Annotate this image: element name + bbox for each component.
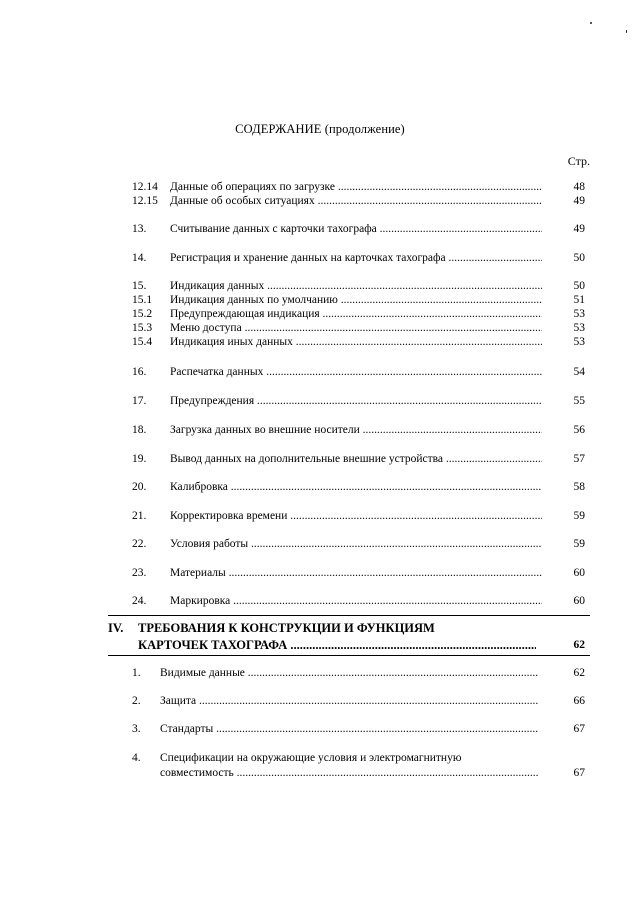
toc-row-number: 15.4 xyxy=(132,336,153,348)
toc-row-number: 23. xyxy=(132,567,147,579)
toc-row xyxy=(0,365,640,380)
toc-row xyxy=(0,321,640,336)
toc-row-text: Маркировка ..... xyxy=(170,594,542,609)
toc-row-page: 67 xyxy=(573,723,585,735)
toc-row-text: Защита ..... xyxy=(160,694,538,709)
toc-row-page: 50 xyxy=(573,280,585,292)
toc-row-text: Данные об операциях по загрузке ..... xyxy=(170,180,542,195)
toc-row-number: 1. xyxy=(132,667,141,679)
toc-row-text: Данные об особых ситуациях ..... xyxy=(170,194,542,209)
toc-row-number: 15. xyxy=(132,280,147,292)
toc-row xyxy=(0,594,640,609)
section-page: 62 xyxy=(573,639,585,651)
section-bottom-rule xyxy=(108,655,590,656)
toc-row-page: 55 xyxy=(573,395,585,407)
toc-row xyxy=(0,566,640,581)
toc-row-text: Индикация иных данных ..... xyxy=(170,335,542,350)
toc-row xyxy=(0,423,640,438)
toc-row-page: 59 xyxy=(573,510,585,522)
toc-row-page: 59 xyxy=(573,538,585,550)
scan-speck xyxy=(626,30,627,33)
toc-row xyxy=(0,394,640,409)
toc-row-number: 13. xyxy=(132,223,147,235)
toc-row-page: 57 xyxy=(573,453,585,465)
toc-row-page: 62 xyxy=(573,667,585,679)
toc-row-page: 53 xyxy=(573,336,585,348)
toc-row-page: 51 xyxy=(573,294,585,306)
section-heading-line2: КАРТОЧЕК ТАХОГРАФА ..... xyxy=(138,637,536,653)
toc-row-number: 12.15 xyxy=(132,195,158,207)
toc-row-number: 18. xyxy=(132,424,147,436)
toc-row-page: 48 xyxy=(573,181,585,193)
toc-row-page: 54 xyxy=(573,366,585,378)
toc-row-text: Условия работы ..... xyxy=(170,537,542,552)
toc-row-text: Индикация данных по умолчанию ..... xyxy=(170,293,542,308)
toc-row-number: 16. xyxy=(132,366,147,378)
toc-row-number: 24. xyxy=(132,595,147,607)
toc-row-page: 56 xyxy=(573,424,585,436)
toc-row xyxy=(0,452,640,467)
toc-row xyxy=(0,222,640,237)
toc-row xyxy=(0,180,640,195)
toc-row-text: Калибровка ..... xyxy=(170,480,542,495)
section-heading-line1: ТРЕБОВАНИЯ К КОНСТРУКЦИИ И ФУНКЦИЯМ xyxy=(138,621,435,635)
scan-speck xyxy=(590,22,592,24)
toc-row xyxy=(0,194,640,209)
toc-row-text: совместимость ..... xyxy=(160,766,538,781)
toc-row-text: Предупреждения ..... xyxy=(170,394,542,409)
toc-row-number: 20. xyxy=(132,481,147,493)
toc-row xyxy=(0,537,640,552)
toc-row-text: Загрузка данных во внешние носители ..... xyxy=(170,423,542,438)
toc-row-page: 58 xyxy=(573,481,585,493)
toc-row xyxy=(0,293,640,308)
toc-row-page: 53 xyxy=(573,322,585,334)
toc-row-number: 15.3 xyxy=(132,322,153,334)
page-column-label: Стр. xyxy=(567,154,590,168)
toc-row-text: Распечатка данных ..... xyxy=(170,365,542,380)
toc-row-text: Видимые данные ..... xyxy=(160,666,538,681)
toc-row-number: 3. xyxy=(132,723,141,735)
section-heading-row xyxy=(0,637,640,653)
toc-row-text: Стандарты ..... xyxy=(160,722,538,737)
section-top-rule xyxy=(108,615,590,616)
section-number: IV. xyxy=(108,621,124,635)
toc-row xyxy=(0,722,640,737)
toc-row-text-line1: Спецификации на окружающие условия и электромагнитную xyxy=(160,752,462,764)
toc-row-text: Регистрация и хранение данных на карточках тахографа ..... xyxy=(170,251,542,266)
toc-row-number: 22. xyxy=(132,538,147,550)
toc-row xyxy=(0,694,640,709)
toc-row xyxy=(0,279,640,294)
toc-row-number: 19. xyxy=(132,453,147,465)
toc-row-page: 67 xyxy=(573,767,585,779)
toc-row-text: Меню доступа ..... xyxy=(170,321,542,336)
toc-row xyxy=(0,307,640,322)
toc-row xyxy=(0,666,640,681)
toc-row-page: 50 xyxy=(573,252,585,264)
toc-row-text: Считывание данных с карточки тахографа ..... xyxy=(170,222,542,237)
toc-row-page: 49 xyxy=(573,223,585,235)
toc-row-text: Предупреждающая индикация ..... xyxy=(170,307,542,322)
toc-row xyxy=(0,335,640,350)
toc-row xyxy=(0,509,640,524)
toc-row xyxy=(0,480,640,495)
toc-row-page: 60 xyxy=(573,567,585,579)
toc-row-number: 15.2 xyxy=(132,308,153,320)
toc-row-text: Корректировка времени ..... xyxy=(170,509,542,524)
toc-row-number: 21. xyxy=(132,510,147,522)
toc-row-number: 15.1 xyxy=(132,294,153,306)
toc-row-number: 2. xyxy=(132,695,141,707)
toc-row xyxy=(0,251,640,266)
toc-row-number: 14. xyxy=(132,252,147,264)
toc-row xyxy=(0,766,640,781)
toc-row-number: 12.14 xyxy=(132,181,158,193)
toc-row-text: Вывод данных на дополнительные внешние устройства ..... xyxy=(170,452,542,467)
toc-row-page: 60 xyxy=(573,595,585,607)
toc-row-page: 66 xyxy=(573,695,585,707)
toc-row-page: 53 xyxy=(573,308,585,320)
toc-row-number: 4. xyxy=(132,752,141,764)
toc-title: СОДЕРЖАНИЕ (продолжение) xyxy=(235,122,405,136)
toc-row-number: 17. xyxy=(132,395,147,407)
toc-row-page: 49 xyxy=(573,195,585,207)
toc-row-text: Индикация данных ..... xyxy=(170,279,542,294)
toc-row-text: Материалы ..... xyxy=(170,566,542,581)
